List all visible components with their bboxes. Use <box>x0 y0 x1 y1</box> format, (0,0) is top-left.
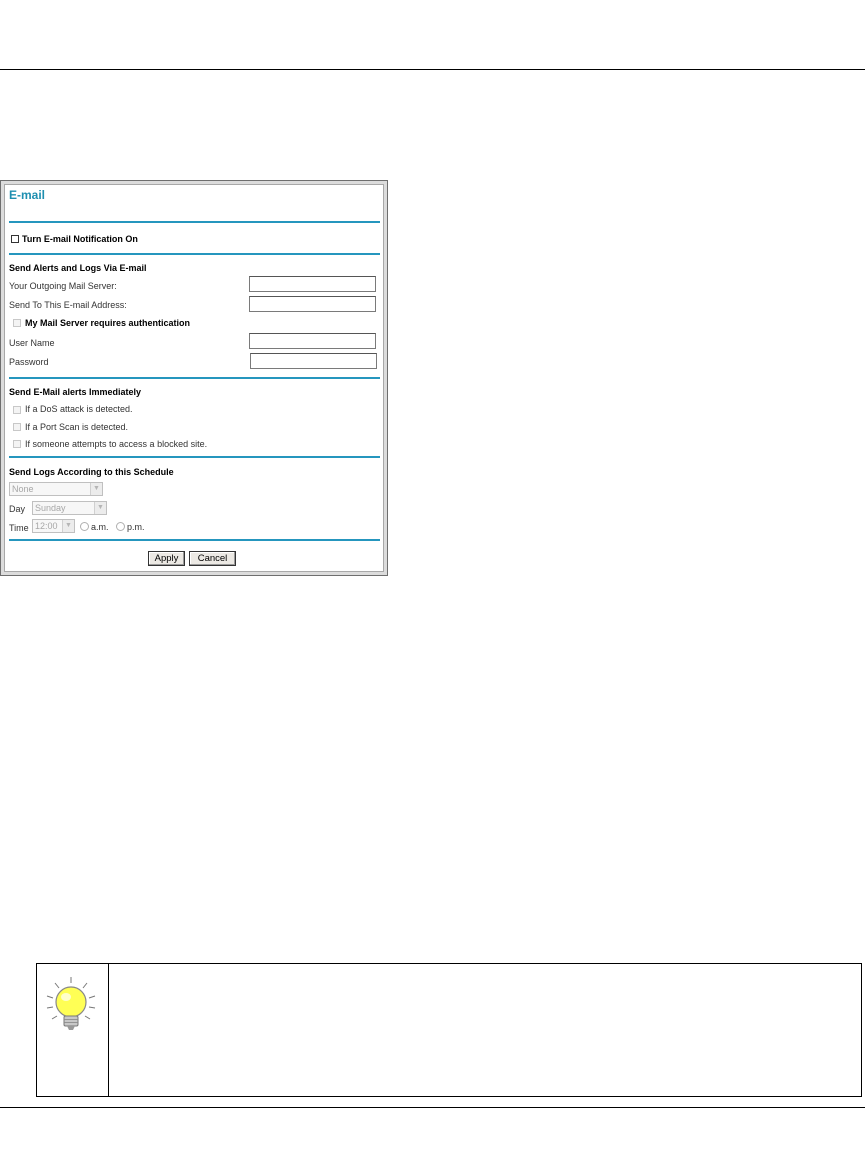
time-label: Time <box>9 523 29 533</box>
section-alerts-logs-heading: Send Alerts and Logs Via E-mail <box>9 263 147 273</box>
pm-label: p.m. <box>127 522 145 532</box>
alert-blocked-site-checkbox[interactable] <box>13 440 21 448</box>
alert-dos-checkbox[interactable] <box>13 406 21 414</box>
send-to-address-label: Send To This E-mail Address: <box>9 300 127 310</box>
divider <box>9 539 380 541</box>
time-select-value: 12:00 <box>35 521 58 531</box>
section-schedule-heading: Send Logs According to this Schedule <box>9 467 174 477</box>
auth-label: My Mail Server requires authentication <box>25 318 191 328</box>
password-label: Password <box>9 357 49 367</box>
outgoing-server-label: Your Outgoing Mail Server: <box>9 281 117 291</box>
email-form <box>4 184 384 572</box>
tip-icon-cell <box>37 964 109 1096</box>
cancel-button[interactable]: Cancel <box>189 551 236 566</box>
divider <box>9 253 380 255</box>
day-select[interactable] <box>32 501 107 515</box>
send-to-address-input[interactable] <box>249 296 376 312</box>
pm-radio[interactable] <box>116 522 125 531</box>
day-select-value: Sunday <box>35 503 66 513</box>
day-label: Day <box>9 504 26 514</box>
time-select[interactable] <box>32 519 75 533</box>
am-label: a.m. <box>91 522 109 532</box>
chevron-down-icon: ▼ <box>94 502 106 514</box>
email-settings-screenshot <box>0 180 388 576</box>
username-label: User Name <box>9 338 55 348</box>
schedule-select-value: None <box>12 484 34 494</box>
chevron-down-icon: ▼ <box>62 520 74 532</box>
alert-portscan-label: If a Port Scan is detected. <box>25 422 129 432</box>
header-rule <box>0 69 865 70</box>
footer-rule <box>0 1107 865 1108</box>
alert-dos-label: If a DoS attack is detected. <box>25 404 133 414</box>
apply-button[interactable]: Apply <box>148 551 185 566</box>
password-input[interactable] <box>250 353 377 369</box>
username-input[interactable] <box>249 333 376 349</box>
divider <box>9 221 380 223</box>
email-notification-checkbox[interactable] <box>11 235 19 243</box>
auth-checkbox[interactable] <box>13 319 21 327</box>
schedule-select[interactable] <box>9 482 103 496</box>
outgoing-server-input[interactable] <box>249 276 376 292</box>
am-radio[interactable] <box>80 522 89 531</box>
divider <box>9 456 380 458</box>
alert-portscan-checkbox[interactable] <box>13 423 21 431</box>
tip-box <box>36 963 862 1097</box>
email-notification-label: Turn E-mail Notification On <box>22 234 138 244</box>
divider <box>9 377 380 379</box>
chevron-down-icon: ▼ <box>90 483 102 495</box>
lightbulb-icon <box>41 974 101 1034</box>
section-immediate-heading: Send E-Mail alerts Immediately <box>9 387 142 397</box>
alert-blocked-site-label: If someone attempts to access a blocked site. <box>25 439 208 449</box>
form-title: E-mail <box>9 188 46 202</box>
